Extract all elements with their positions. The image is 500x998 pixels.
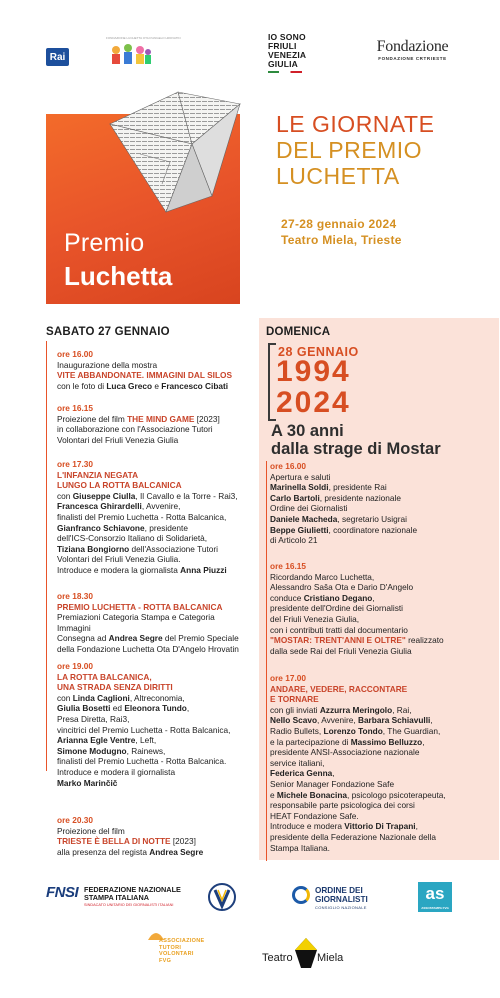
event-text: con gli inviati <box>270 704 320 715</box>
event-line <box>270 715 498 726</box>
event-line <box>57 480 257 491</box>
speaker-name: Federica Genna <box>270 768 333 779</box>
atv-line-4: FVG <box>159 957 172 964</box>
fondazione-subtitle: FONDAZIONE CRTRIESTE <box>378 56 447 61</box>
event-line <box>270 843 498 854</box>
event-line <box>270 737 498 748</box>
event-line <box>270 625 498 636</box>
event-text: Ricordando Marco Luchetta, <box>270 571 375 582</box>
fvg-line-3: VENEZIA <box>268 50 307 60</box>
event-time: ore 17.30 <box>57 459 93 469</box>
speaker-name: Beppe Giulietti <box>270 524 329 535</box>
event-text: Ordine dei Giornalisti <box>270 503 348 514</box>
event-line <box>57 633 257 644</box>
event-line <box>57 435 257 446</box>
fvg-region-logo <box>268 33 328 73</box>
event-text: del Friuli Venezia Giulia, <box>270 613 360 624</box>
luchetta-word: Luchetta <box>64 261 173 291</box>
children-drawing-icon <box>106 36 181 72</box>
premio-word: Premio <box>64 229 145 257</box>
event-text: Introduce e modera la giornalista <box>57 564 181 575</box>
event-dates <box>281 216 402 248</box>
event-text: di Articolo 21 <box>270 535 318 546</box>
event-text: Presa Diretta, Rai3, <box>57 713 130 724</box>
atv-line-3: VOLONTARI <box>159 951 194 957</box>
mostar-title <box>271 422 441 458</box>
event-text: Introduce e modera il giornalista <box>57 766 176 777</box>
event-line <box>57 826 257 837</box>
event-time: ore 18.30 <box>57 591 93 601</box>
event-line <box>57 767 257 778</box>
event-text: , Rai, <box>392 704 412 715</box>
event-line <box>270 705 498 716</box>
event-text: vincitrici del Premio Luchetta - Rotta Balcanica, <box>57 724 231 735</box>
event-text: con <box>57 692 73 703</box>
ordine-giornalisti-logo <box>292 884 402 914</box>
year-2024: 2024 <box>276 386 351 419</box>
event-text: , <box>332 768 335 779</box>
event-line <box>57 491 257 502</box>
event-time: ore 16.15 <box>57 403 93 413</box>
program-event <box>57 661 257 788</box>
event-text: Apertura e saluti <box>270 471 331 482</box>
speaker-name: Linda Caglioni <box>72 692 130 703</box>
event-text: Alessandro Saša Ota e Dario D'Angelo <box>270 582 414 593</box>
speaker-name: Giuseppe Ciulla <box>72 490 136 501</box>
date-bracket <box>268 343 276 421</box>
program-event <box>57 349 257 391</box>
event-text: , psicologo psicoterapeuta, <box>347 789 446 800</box>
event-text: Volontari del Friuli Venezia Giulia. <box>57 554 181 565</box>
event-date-range: 27-28 gennaio 2024 <box>281 217 397 231</box>
event-title: ANDARE, VEDERE, RACCONTARE <box>270 683 408 694</box>
speaker-name: Gianfranco Schiavone <box>57 522 145 533</box>
fondazione-luchetta-logo <box>106 36 181 72</box>
rai-logo: Rai <box>46 48 69 66</box>
event-text: ed <box>110 703 125 714</box>
event-line <box>270 603 498 614</box>
event-time: ore 17.00 <box>270 673 306 683</box>
event-line <box>57 746 257 757</box>
event-title: TRIESTE È BELLA DI NOTTE <box>57 836 171 847</box>
fondazione-crtrieste-logo <box>370 38 455 61</box>
event-text: con i contributi tratti dal documentario <box>270 624 408 635</box>
main-title-line-1: LE GIORNATE <box>276 111 435 137</box>
odg-subtitle: CONSIGLIO NAZIONALE <box>315 905 367 910</box>
event-text: Senior Manager Fondazione Safe <box>270 778 395 789</box>
event-line <box>57 836 257 847</box>
event-text: Consegna ad <box>57 633 109 644</box>
event-text: Radio Bullets, <box>270 725 324 736</box>
event-title: THE MIND GAME <box>127 413 195 424</box>
event-line <box>270 800 498 811</box>
program-event <box>57 403 257 445</box>
speaker-name: Marinella Soldi <box>270 482 329 493</box>
event-line <box>57 554 257 565</box>
event-text: e <box>270 789 277 800</box>
event-line <box>270 768 498 779</box>
event-text: service italiani, <box>270 757 325 768</box>
speaker-name: Eleonora Tundo <box>124 703 187 714</box>
event-line <box>270 493 498 504</box>
event-text: , Avvenire, <box>317 715 358 726</box>
event-text: [2023] <box>194 413 220 424</box>
event-text: , Avvenire, <box>141 501 181 512</box>
event-line <box>57 682 257 693</box>
speaker-name: Cristiano Degano <box>303 592 373 603</box>
event-title: UNA STRADA SENZA DIRITTI <box>57 682 173 693</box>
fnsi-logo <box>46 882 196 910</box>
fnsi-text-line-2: STAMPA ITALIANA <box>84 893 149 902</box>
speaker-name: Barbara Schiavulli <box>357 715 431 726</box>
event-text: , Il Cavallo e la Torre - Rai3, <box>135 490 238 501</box>
event-line <box>57 381 257 392</box>
speaker-name: Lorenzo Tondo <box>323 725 383 736</box>
event-line <box>270 747 498 758</box>
saturday-heading: SABATO 27 GENNAIO <box>46 326 170 338</box>
event-line <box>57 623 257 634</box>
speaker-name: Andrea Segre <box>149 846 204 857</box>
speaker-name: Carlo Bartoli <box>270 492 320 503</box>
sunday-heading: DOMENICA <box>266 326 331 338</box>
tutori-volontari-logo <box>144 930 214 970</box>
event-text: , presidente Rai <box>328 482 387 493</box>
event-line <box>57 644 257 655</box>
odg-text-line-1: ORDINE DEI <box>315 886 363 895</box>
teatro-miela-logo <box>262 938 342 968</box>
event-text: realizzato <box>405 635 444 646</box>
assostampa-logo <box>418 882 452 912</box>
event-text: , <box>415 821 418 832</box>
event-line <box>270 684 498 695</box>
event-text: alla presenza del regista <box>57 846 150 857</box>
speaker-name: Daniele Macheda <box>270 513 338 524</box>
program-event <box>270 561 498 656</box>
speaker-name: Francesco Cibati <box>161 380 229 391</box>
event-text: dell'Associazione Tutori <box>129 543 218 554</box>
event-line <box>270 535 498 546</box>
event-line <box>57 501 257 512</box>
speaker-name: Arianna Egle Ventre <box>57 735 136 746</box>
speaker-name: Tiziana Bongiorno <box>57 543 130 554</box>
event-line <box>57 756 257 767</box>
event-line <box>57 370 257 381</box>
program-event <box>57 459 257 576</box>
atv-line-2: TUTORI <box>159 944 182 951</box>
event-text: , <box>372 592 375 603</box>
speaker-name: Michele Bonacina <box>276 789 348 800</box>
event-text: , <box>186 703 190 714</box>
event-title: LA ROTTA BALCANICA, <box>57 671 152 682</box>
event-line <box>57 544 257 555</box>
speaker-name: Vittorio Di Trapani <box>344 821 416 832</box>
event-text: presidente dell'Ordine dei Giornalisti <box>270 603 404 614</box>
event-line <box>57 424 257 435</box>
event-text: Premiazioni Categoria Stampa e Categoria <box>57 612 215 623</box>
event-text: , coordinatore nazionale <box>328 524 418 535</box>
speaker-name: Francesca Ghirardelli <box>57 501 142 512</box>
event-text: dell'ICS-Consorzio Italiano di Solidarietà, <box>57 533 208 544</box>
event-time: ore 16.15 <box>270 561 306 571</box>
event-text: [2023] <box>170 836 196 847</box>
event-line <box>57 565 257 576</box>
fnsi-subtitle: SINDACATO UNITARIO DEI GIORNALISTI ITALIANI <box>84 903 174 907</box>
event-text: Immagini <box>57 622 91 633</box>
event-text: con <box>57 490 73 501</box>
odg-text <box>315 886 368 904</box>
event-line <box>57 847 257 858</box>
main-title-line-3: LUCHETTA <box>276 163 400 189</box>
event-text: della Fondazione Luchetta Ota D'Angelo Hrovatin <box>57 643 239 654</box>
program-event <box>270 673 498 853</box>
event-text: dalla sede Rai del Friuli Venezia Giulia <box>270 645 412 656</box>
event-line <box>57 714 257 725</box>
event-line <box>57 414 257 425</box>
event-text: e la partecipazione di <box>270 736 351 747</box>
event-line <box>57 512 257 523</box>
miela-shape-icon <box>295 938 317 968</box>
assostampa-subtitle: ASSOSTAMPA FVG <box>421 906 449 910</box>
event-title: VITE ABBANDONATE. IMMAGINI DAL SILOS <box>57 370 233 381</box>
event-line <box>57 693 257 704</box>
year-1994: 1994 <box>276 355 351 388</box>
program-event <box>57 815 257 857</box>
event-text: , Left, <box>135 735 157 746</box>
event-text: presidente ANSI-Associazione nazionale <box>270 747 420 758</box>
event-title: PREMIO LUCHETTA - ROTTA BALCANICA <box>57 601 223 612</box>
atv-text <box>159 938 204 964</box>
event-text: HEAT Fondazione Safe. <box>270 810 359 821</box>
event-text: in collaborazione con l'Associazione Tutori <box>57 424 213 435</box>
event-line <box>57 612 257 623</box>
event-line <box>57 533 257 544</box>
event-title: L'INFANZIA NEGATA <box>57 469 139 480</box>
program-event <box>270 461 498 546</box>
odg-text-line-2: GIORNALISTI <box>315 895 368 904</box>
event-title: "MOSTAR: TRENT'ANNI E OLTRE" <box>270 635 406 646</box>
event-line <box>57 735 257 746</box>
event-time: ore 20.30 <box>57 815 93 825</box>
event-text: , <box>422 736 425 747</box>
fondazione-title: Fondazione <box>376 38 449 55</box>
event-line <box>270 726 498 737</box>
event-line <box>270 779 498 790</box>
event-text: , presidente <box>144 522 188 533</box>
event-time: ore 16.00 <box>57 349 93 359</box>
event-text: presidente della Federazione Nazionale della <box>270 831 437 842</box>
event-line <box>270 790 498 801</box>
event-line <box>57 523 257 534</box>
speaker-name: Simone Modugno <box>57 745 127 756</box>
event-line <box>57 778 257 789</box>
event-line <box>270 472 498 483</box>
fnsi-text-line-1: FEDERAZIONE NAZIONALE <box>84 885 181 894</box>
event-line <box>270 503 498 514</box>
main-title-line-2: DEL PREMIO <box>276 137 423 163</box>
event-text: , Rainews, <box>126 745 166 756</box>
program-event <box>57 591 257 655</box>
event-line <box>270 482 498 493</box>
event-time: ore 16.00 <box>270 461 306 471</box>
fvg-line-2: FRIULI <box>268 41 297 51</box>
atv-line-1: ASSOCIAZIONE <box>159 938 205 944</box>
event-line <box>270 593 498 604</box>
assostampa-mark: as <box>425 884 445 903</box>
event-title: LUNGO LA ROTTA BALCANICA <box>57 480 182 491</box>
mostar-title-line-1: A 30 anni <box>271 422 344 440</box>
event-time: ore 19.00 <box>57 661 93 671</box>
newspaper-plane-icon <box>100 84 250 229</box>
event-title: E TORNARE <box>270 694 319 705</box>
event-line <box>57 672 257 683</box>
speaker-name: Azzurra Meringolo <box>319 704 393 715</box>
event-text: Proiezione del film <box>57 413 128 424</box>
saturday-program <box>46 341 252 857</box>
event-line <box>270 646 498 657</box>
event-venue: Teatro Miela, Trieste <box>281 233 402 247</box>
mostar-title-line-2: dalla strage di Mostar <box>271 440 441 458</box>
event-line <box>270 811 498 822</box>
fnsi-text <box>84 886 181 902</box>
event-line <box>57 725 257 736</box>
event-line <box>270 582 498 593</box>
event-text: Proiezione del film <box>57 825 125 836</box>
event-text: , presidente nazionale <box>319 492 401 503</box>
miela-miela-word: Miela <box>317 952 344 964</box>
event-text: del Premio Speciale <box>162 633 239 644</box>
event-text: conduce <box>270 592 304 603</box>
speaker-name: Giulia Bosetti <box>57 703 111 714</box>
usigrai-shield-icon <box>207 880 237 914</box>
odg-circle-icon <box>292 886 310 904</box>
speaker-name: Nello Scavo <box>270 715 318 726</box>
event-line <box>270 694 498 705</box>
miela-teatro-word: Teatro <box>262 952 293 964</box>
speaker-name: Luca Greco <box>106 380 153 391</box>
speaker-name: Anna Piuzzi <box>180 564 227 575</box>
event-text: Stampa Italiana. <box>270 842 330 853</box>
sunday-program <box>266 461 500 861</box>
event-text: Introduce e modera <box>270 821 345 832</box>
event-text: responsabile parte psicologica dei corsi <box>270 800 415 811</box>
event-text: , The Guardian, <box>382 725 441 736</box>
event-text: e <box>152 380 162 391</box>
fondazione-luchetta-logo-text: FONDAZIONE LUCHETTA OTA D'ANGELO HROVATIN <box>106 36 181 40</box>
fvg-line-1: IO SONO <box>268 32 306 42</box>
event-line <box>270 614 498 625</box>
italian-flag-stripe <box>268 71 302 73</box>
event-text: Inaugurazione della mostra <box>57 359 158 370</box>
main-title <box>276 111 434 189</box>
speaker-name: Andrea Segre <box>108 633 163 644</box>
event-text: , <box>430 715 433 726</box>
event-line <box>270 514 498 525</box>
speaker-name: Massimo Belluzzo <box>350 736 423 747</box>
event-line <box>270 635 498 646</box>
event-line <box>270 758 498 769</box>
event-line <box>57 703 257 714</box>
event-line <box>270 821 498 832</box>
fnsi-mark: FNSI <box>46 884 79 901</box>
event-text: finalisti del Premio Luchetta - Rotta Balcanica. <box>57 756 227 767</box>
event-text: con le foto di <box>57 380 107 391</box>
event-line <box>270 525 498 536</box>
event-line <box>270 832 498 843</box>
event-text: , Altreconomia, <box>129 692 185 703</box>
event-line <box>57 360 257 371</box>
event-text: , segretario Usigrai <box>337 513 407 524</box>
event-line <box>57 602 257 613</box>
event-line <box>270 572 498 583</box>
fvg-line-4: GIULIA <box>268 59 299 69</box>
event-text: Volontari del Friuli Venezia Giulia <box>57 434 179 445</box>
event-line <box>57 470 257 481</box>
speaker-name: Marko Marinčič <box>57 777 118 788</box>
event-text: finalisti del Premio Luchetta - Rotta Balcanica, <box>57 511 227 522</box>
sunday-date: 28 GENNAIO <box>278 345 359 359</box>
